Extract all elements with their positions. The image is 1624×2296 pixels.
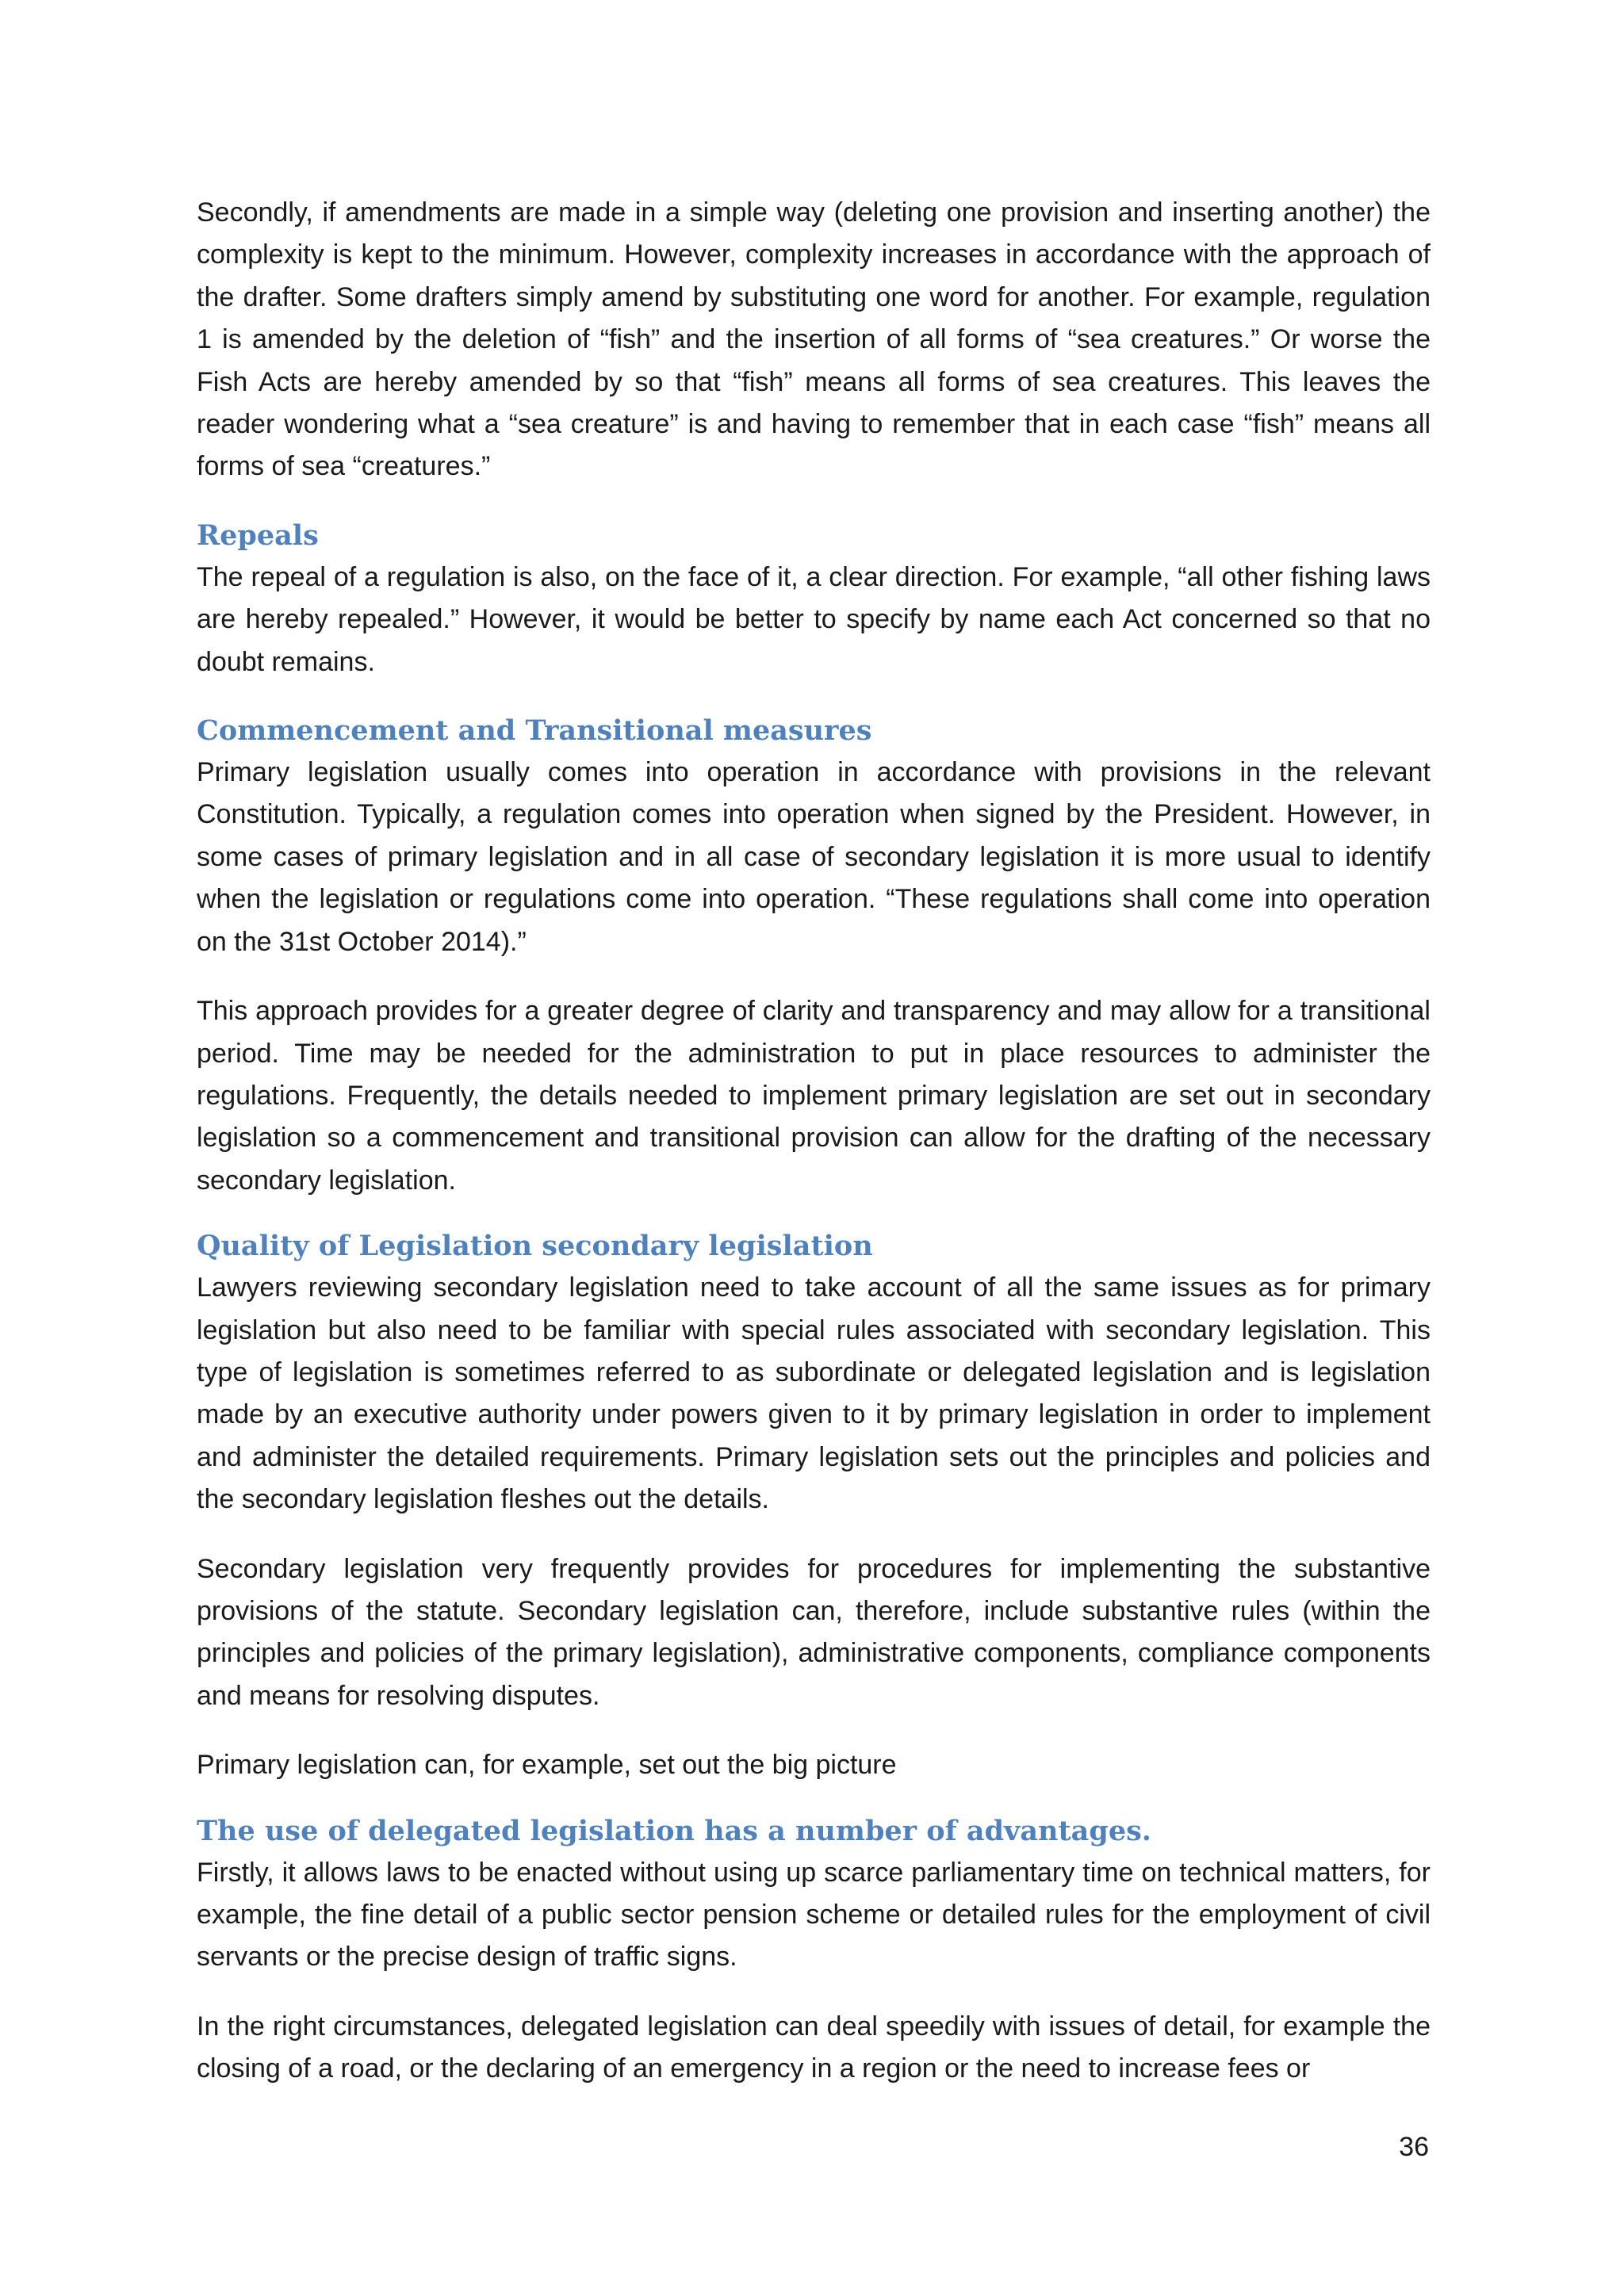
repeals-heading: Repeals bbox=[197, 519, 319, 552]
commencement-paragraph-2: This approach provides for a greater degree of clarity and transparency and may allow for a transitional period. Time may be needed for the administration to put in place resources to administer the regulations. Frequently, the details needed to implement primary legislation are set out in secondary legislation so a commencement and transitional provision can allow for the drafting of the necessary secondary legislation. bbox=[197, 996, 1431, 1196]
advantages-heading: The use of delegated legislation has a number of advantages. bbox=[197, 1814, 1151, 1847]
intro-paragraph: Secondly, if amendments are made in a simple way (deleting one provision and inserting another) the complexity is kept to the minimum. However, complexity increases in accordance with the approach of the drafter. Some drafters simply amend by substituting one word for another. For example, regulation 1 is amended by the deletion of “fish” and the insertion of all forms of “sea creatures.” Or worse the Fish Acts are hereby amended by so that “fish” means all forms of sea creatures. This leaves the reader wondering what a “sea creature” is and having to remember that in each case “fish” means all forms of sea “creatures.” bbox=[197, 197, 1431, 482]
quality-heading: Quality of Legislation secondary legislation bbox=[197, 1230, 873, 1263]
quality-paragraph-3: Primary legislation can, for example, set out the big picture bbox=[197, 1750, 897, 1781]
commencement-heading: Commencement and Transitional measures bbox=[197, 714, 872, 748]
quality-paragraph-2: Secondary legislation very frequently provides for procedures for implementing the substantive provisions of the statute. Secondary legislation can, therefore, include substantive rules (within the principles and policies of the primary legislation), administrative components, compliance components and means for resolving disputes. bbox=[197, 1553, 1431, 1711]
advantages-paragraph-1: Firstly, it allows laws to be enacted without using up scarce parliamentary time on technical matters, for example, the fine detail of a public sector pension scheme or detailed rules for the employment of civil servants or the precise design of traffic signs. bbox=[197, 1857, 1431, 1973]
commencement-paragraph-1: Primary legislation usually comes into operation in accordance with provisions in the relevant Constitution. Typically, a regulation comes into operation when signed by the President. However, in some cases of primary legislation and in all case of secondary legislation it is more usual to identify when the legislation or regulations come into operation. “These regulations shall come into operation on the 31st October 2014).” bbox=[197, 757, 1431, 957]
page-content bbox=[197, 192, 1431, 2118]
repeals-paragraph: The repeal of a regulation is also, on the face of it, a clear direction. For example, “all other fishing laws are hereby repealed.” However, it would be better to specify by name each Act concerned so that no doubt remains. bbox=[197, 561, 1431, 677]
quality-paragraph-1: Lawyers reviewing secondary legislation need to take account of all the same issues as for primary legislation but also need to be familiar with special rules associated with secondary legislation. This type of legislation is sometimes referred to as subordinate or delegated legislation and is legislation made by an executive authority under powers given to it by primary legislation in order to implement and administer the detailed requirements. Primary legislation sets out the principles and policies and the secondary legislation fleshes out the details. bbox=[197, 1272, 1431, 1515]
advantages-paragraph-2: In the right circumstances, delegated legislation can deal speedily with issues of detail, for example the closing of a road, or the declaring of an emergency in a region or the need to increase fees or bbox=[197, 2011, 1431, 2084]
page-number: 36 bbox=[1399, 2132, 1429, 2162]
